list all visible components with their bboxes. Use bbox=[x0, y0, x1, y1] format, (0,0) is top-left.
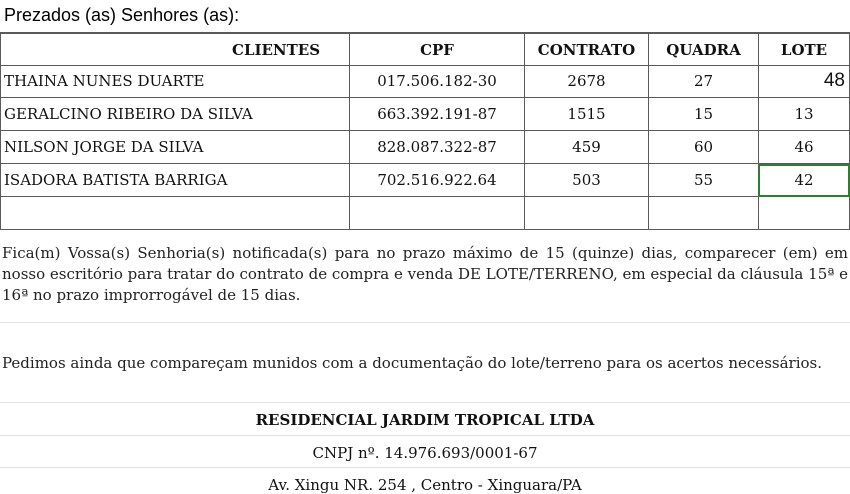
notice-text-part2: , em especial da cláusula 15ª e 16ª no prazo improrrogável de 15 dias. bbox=[2, 265, 849, 304]
notice-text-emphasis: DE LOTE/TERRENO bbox=[457, 265, 613, 283]
cell-lote[interactable]: 13 bbox=[758, 98, 850, 131]
cell-quadra[interactable]: 27 bbox=[648, 65, 758, 98]
greeting-text: Prezados (as) Senhores (as): bbox=[4, 5, 240, 25]
row-separator bbox=[0, 435, 850, 436]
cell-cpf[interactable]: 663.392.191-87 bbox=[349, 98, 524, 131]
row-separator bbox=[0, 467, 850, 468]
cell-quadra[interactable]: 60 bbox=[648, 131, 758, 164]
cell-quadra[interactable]: 55 bbox=[648, 164, 758, 197]
cell-contrato[interactable]: 2678 bbox=[524, 65, 648, 98]
company-cnpj: CNPJ nº. 14.976.693/0001-67 bbox=[312, 444, 538, 462]
table-header-row bbox=[0, 32, 850, 66]
cell-cliente[interactable]: NILSON JORGE DA SILVA bbox=[0, 131, 349, 164]
company-address: Av. Xingu NR. 254 , Centro - Xinguara/PA bbox=[268, 476, 582, 494]
table-row bbox=[0, 164, 850, 197]
cell-quadra[interactable] bbox=[648, 197, 758, 230]
request-paragraph: Pedimos ainda que compareçam munidos com a documentação do lote/terreno para os acertos necessários. bbox=[2, 354, 822, 372]
cell-cliente[interactable]: ISADORA BATISTA BARRIGA bbox=[0, 164, 349, 197]
cell-cliente[interactable]: THAINA NUNES DUARTE bbox=[0, 65, 349, 98]
cell-cpf[interactable] bbox=[349, 197, 524, 230]
cell-contrato[interactable] bbox=[524, 197, 648, 230]
cell-contrato[interactable]: 503 bbox=[524, 164, 648, 197]
row-separator bbox=[0, 402, 850, 403]
cell-cliente[interactable] bbox=[0, 197, 349, 230]
table-row bbox=[0, 131, 850, 164]
cell-cpf[interactable]: 017.506.182-30 bbox=[349, 65, 524, 98]
cell-cpf[interactable]: 702.516.922.64 bbox=[349, 164, 524, 197]
cell-cpf[interactable]: 828.087.322-87 bbox=[349, 131, 524, 164]
table-row-empty bbox=[0, 197, 850, 230]
cell-lote[interactable] bbox=[758, 197, 850, 230]
table-row bbox=[0, 98, 850, 131]
cell-lote[interactable]: 46 bbox=[758, 131, 850, 164]
cell-cliente[interactable]: GERALCINO RIBEIRO DA SILVA bbox=[0, 98, 349, 131]
header-lote: LOTE bbox=[758, 33, 850, 66]
cell-lote-selected[interactable]: 42 bbox=[758, 164, 850, 197]
header-contrato: CONTRATO bbox=[524, 33, 648, 66]
notice-paragraph bbox=[2, 243, 848, 306]
header-quadra: QUADRA bbox=[648, 33, 758, 66]
cell-contrato[interactable]: 1515 bbox=[524, 98, 648, 131]
table-row bbox=[0, 65, 850, 98]
cell-quadra[interactable]: 15 bbox=[648, 98, 758, 131]
row-separator bbox=[0, 322, 850, 323]
company-name: RESIDENCIAL JARDIM TROPICAL LTDA bbox=[255, 411, 595, 429]
header-cpf: CPF bbox=[349, 33, 524, 66]
cell-lote[interactable]: 48 bbox=[758, 65, 850, 98]
notice-text-part1: Fica(m) Vossa(s) Senhoria(s) notificada(s) para no prazo máximo de 15 (quinze) dias, comparecer (em) em nosso escritório para tratar do contrato de compra e venda bbox=[2, 244, 848, 283]
header-clientes: CLIENTES bbox=[0, 33, 349, 66]
cell-contrato[interactable]: 459 bbox=[524, 131, 648, 164]
